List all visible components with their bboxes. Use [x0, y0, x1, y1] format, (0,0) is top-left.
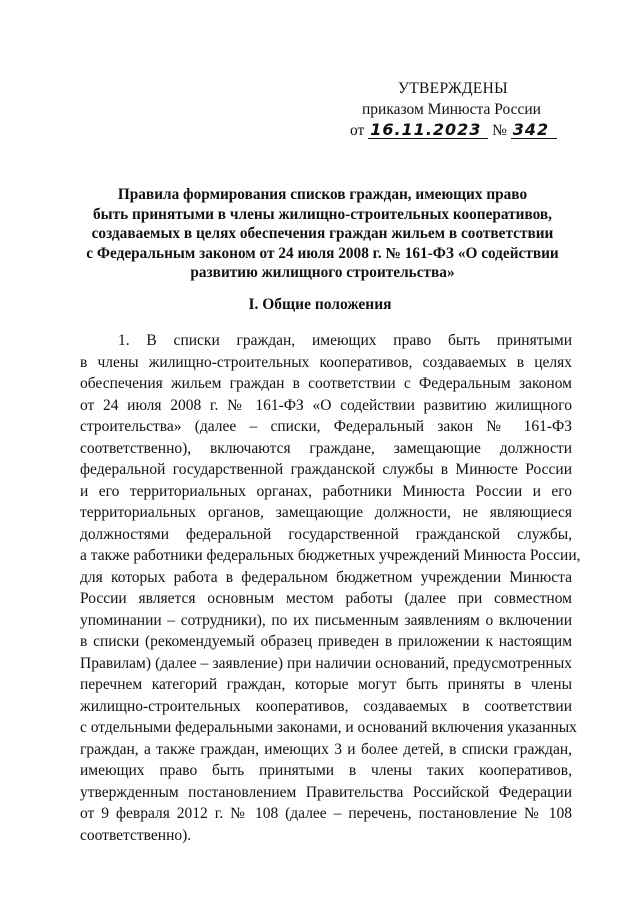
- date-prefix: от: [350, 122, 365, 139]
- title-line: с Федеральным законом от 24 июля 2008 г. № 161-ФЗ «О содействии: [86, 244, 559, 262]
- approval-heading: УТВЕРЖДЕНЫ: [398, 80, 508, 97]
- paragraph-line: в члены жилищно-строительных кооперативов, создаваемых в целях: [80, 353, 572, 371]
- title-line: быть принятыми в члены жилищно-строительных кооперативов,: [93, 205, 552, 223]
- number-prefix: №: [492, 122, 507, 139]
- paragraph-line: с отдельными федеральными законами, и оснований включения указанных: [80, 719, 577, 736]
- document-title: [60, 185, 585, 283]
- paragraph-line: перечнем категорий граждан, которые могут быть приняты в члены: [80, 676, 572, 693]
- paragraph-line: соответственно).: [80, 826, 192, 844]
- paragraph-line: а также работники федеральных бюджетных учреждений Минюста России,: [80, 547, 581, 564]
- handwritten-date: 16.11.2023: [370, 120, 482, 139]
- paragraph-line: и его территориальных органах, работники Минюста России и его: [80, 482, 572, 500]
- paragraph-line: для которых работа в федеральном бюджетном учреждении Минюста: [80, 568, 572, 586]
- paragraph-line: соответственно), включаются граждане, замещающие должности: [80, 439, 572, 457]
- paragraph-line: имеющих право быть принятыми в члены таких кооперативов,: [80, 762, 572, 779]
- paragraph-line: строительства» (далее – списки, Федеральный закон № 161-ФЗ: [80, 418, 572, 435]
- section-heading: I. Общие положения: [248, 296, 392, 313]
- title-line: создаваемых в целях обеспечения граждан жильем в соответствии: [91, 225, 554, 242]
- paragraph-line: России является основным местом работы (далее при совместном: [80, 590, 572, 607]
- handwritten-number: 342: [512, 120, 550, 139]
- paragraph-line: федеральной государственной гражданской службы в Минюсте России: [80, 461, 572, 478]
- paragraph-line: граждан, а также граждан, имеющих 3 и более детей, в списки граждан,: [80, 740, 572, 758]
- paragraph-line: обеспечения жильем граждан в соответствии с Федеральным законом: [80, 375, 572, 392]
- paragraph-line: в списки (рекомендуемый образец приведен в приложении к настоящим: [80, 633, 572, 650]
- paragraph-line: Правилам) (далее – заявление) при наличии оснований, предусмотренных: [80, 654, 572, 672]
- title-line: развитию жилищного строительства»: [190, 264, 455, 281]
- paragraph-line: утвержденным постановлением Правительства Российской Федерации: [80, 783, 572, 801]
- paragraph-line: от 9 февраля 2012 г. № 108 (далее – перечень, постановление № 108: [80, 805, 572, 822]
- paragraph-line: 1. В списки граждан, имеющих право быть принятыми: [118, 332, 572, 349]
- paragraph-line: от 24 июля 2008 г. № 161-ФЗ «О содействии развитию жилищного: [80, 396, 572, 414]
- title-line: Правила формирования списков граждан, имеющих право: [117, 186, 528, 203]
- approval-order: приказом Минюста России: [362, 101, 541, 118]
- paragraph-line: жилищно-строительных кооперативов, создаваемых в соответствии: [80, 697, 572, 715]
- paragraph-line: должностями федеральной государственной гражданской службы,: [80, 525, 572, 543]
- paragraph-line: территориальных органов, замещающие должности, не являющиеся: [80, 504, 572, 521]
- paragraph-1: [80, 330, 581, 846]
- paragraph-line: упоминании – сотрудники), по их письменным заявлениям о включении: [80, 611, 572, 629]
- approval-date-line: [350, 120, 557, 141]
